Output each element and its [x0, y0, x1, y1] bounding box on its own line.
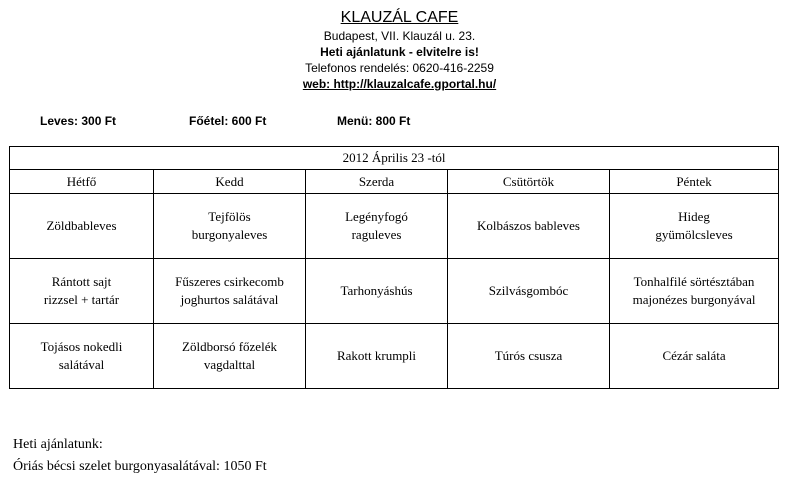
menu-item-line: Fűszeres csirkecomb — [175, 274, 284, 289]
cafe-title: KLAUZÁL CAFE — [340, 9, 459, 26]
menu-item-line: salátával — [58, 357, 105, 372]
day-header: Hétfő — [10, 170, 154, 194]
menu-item-line: vagdalttal — [203, 357, 256, 372]
weekly-offer — [13, 434, 267, 478]
weekly-menu-table — [9, 146, 779, 389]
menu-item — [10, 194, 154, 259]
menu-item — [610, 324, 779, 389]
menu-item — [306, 259, 448, 324]
menu-item-line: Rakott krumpli — [336, 348, 417, 363]
menu-price: Menü: 800 Ft — [337, 114, 411, 128]
menu-item-line: Túrós csusza — [494, 348, 563, 363]
weekly-offer-heading: Heti ajánlatunk: — [13, 437, 103, 452]
menu-item-line: Zöldborsó főzelék — [182, 339, 277, 354]
menu-header — [0, 8, 799, 92]
menu-item — [154, 194, 306, 259]
menu-item — [154, 259, 306, 324]
menu-item — [306, 324, 448, 389]
price-list — [0, 114, 799, 130]
menu-date-header: 2012 Április 23 -tól — [10, 147, 779, 170]
menu-item-line: majonézes burgonyával — [632, 292, 756, 307]
menu-item — [10, 324, 154, 389]
menu-item-line: Tonhalfilé sörtésztában — [633, 274, 755, 289]
menu-item — [10, 259, 154, 324]
menu-item — [610, 194, 779, 259]
menu-item-line: Szilvásgombóc — [488, 283, 569, 298]
menu-item — [610, 259, 779, 324]
menu-item-line: Rántott sajt — [51, 274, 112, 289]
menu-row — [10, 324, 779, 389]
menu-item-line: Kolbászos bableves — [477, 218, 580, 233]
menu-item-line: Tejfölös — [208, 209, 251, 224]
cafe-address: Budapest, VII. Klauzál u. 23. — [323, 29, 476, 43]
soup-price: Leves: 300 Ft — [40, 114, 117, 128]
menu-item-line: rizzsel + tartár — [43, 292, 120, 307]
menu-item-line: Cézár saláta — [662, 348, 726, 363]
weekly-offer-item: Óriás bécsi szelet burgonyasalátával: 1050 Ft — [13, 459, 267, 474]
menu-item-line: burgonyaleves — [191, 227, 268, 242]
phone-order: Telefonos rendelés: 0620-416-2259 — [305, 61, 494, 75]
day-header: Péntek — [610, 170, 779, 194]
day-header: Szerda — [306, 170, 448, 194]
main-course-price: Főétel: 600 Ft — [189, 114, 267, 128]
menu-row — [10, 194, 779, 259]
menu-item-line: Zöldbableves — [46, 218, 117, 233]
menu-item — [448, 259, 610, 324]
menu-item-line: joghurtos salátával — [180, 292, 279, 307]
menu-item — [154, 324, 306, 389]
day-header: Csütörtök — [448, 170, 610, 194]
menu-item-line: Legényfogó — [345, 209, 408, 224]
menu-item-line: Hideg — [678, 209, 710, 224]
menu-item — [306, 194, 448, 259]
menu-item-line: raguleves — [351, 227, 402, 242]
menu-item — [448, 324, 610, 389]
menu-item — [448, 194, 610, 259]
menu-item-line: Tarhonyáshús — [340, 283, 413, 298]
menu-item-line: gyümölcsleves — [655, 227, 733, 242]
website-link[interactable]: web: http://klauzalcafe.gportal.hu/ — [302, 77, 497, 91]
menu-row — [10, 259, 779, 324]
day-header: Kedd — [154, 170, 306, 194]
weekly-tagline: Heti ajánlatunk - elvitelre is! — [320, 45, 479, 59]
menu-item-line: Tojásos nokedli — [40, 339, 123, 354]
